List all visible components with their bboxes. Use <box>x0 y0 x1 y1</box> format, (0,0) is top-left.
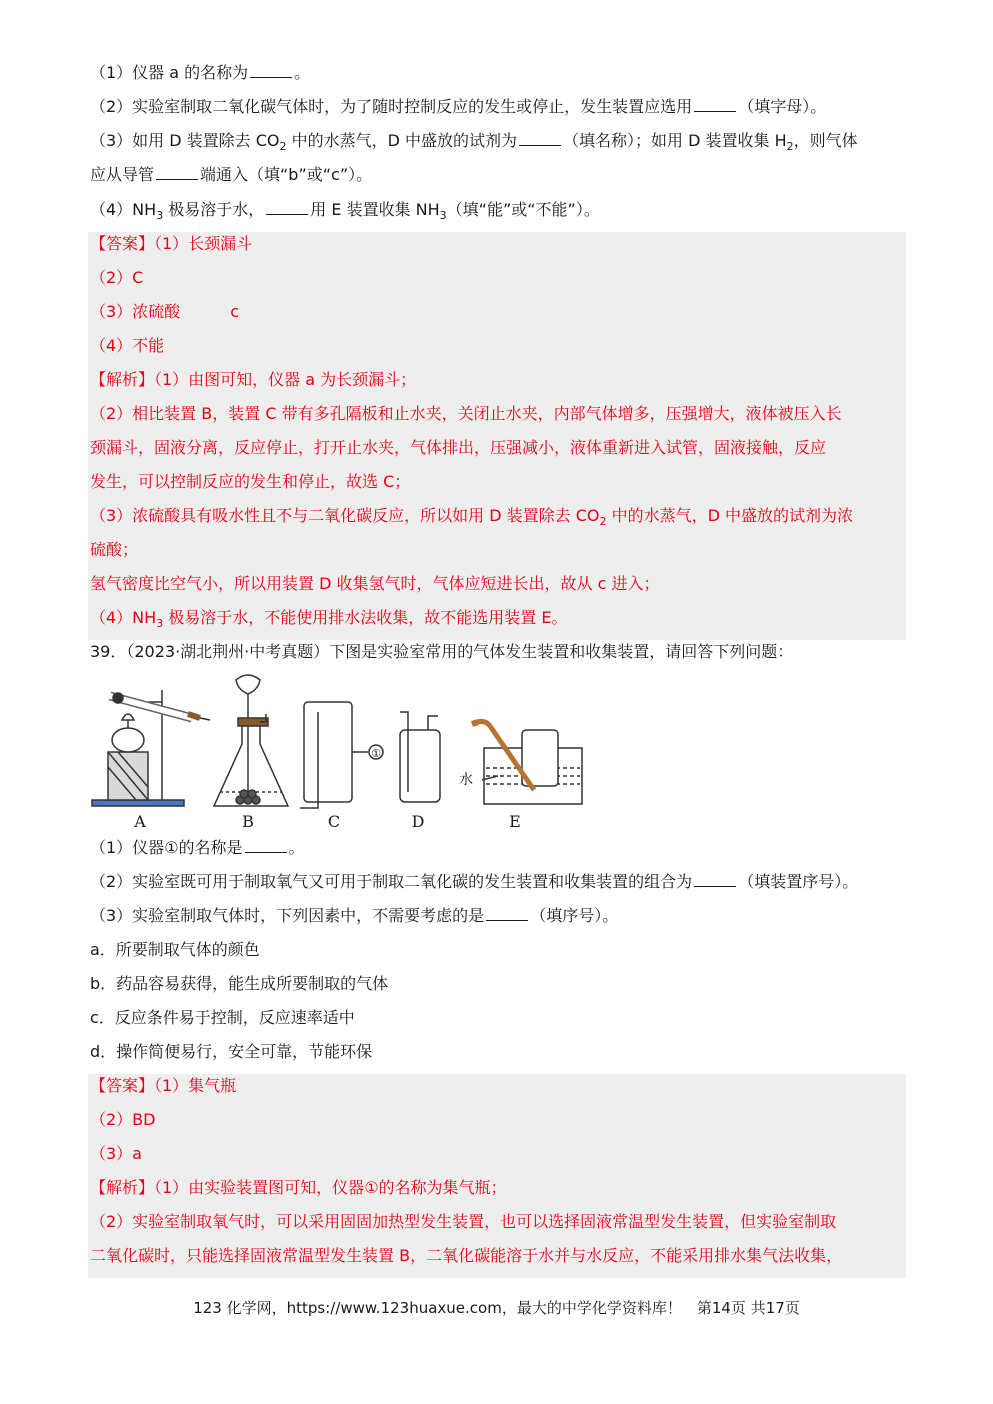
answer-blank <box>156 165 198 180</box>
answer-39-3: （3）a <box>90 1144 142 1163</box>
answer-39-2: （2）BD <box>90 1110 156 1129</box>
apparatus-e <box>472 721 582 804</box>
q38-part3-cont: 应从导管 端通入（填“b”或“c”）。 <box>90 165 373 184</box>
explain-39-1: 【解析】（1）由实验装置图可知，仪器①的名称为集气瓶； <box>90 1178 507 1197</box>
q39-option-c: c．反应条件易于控制，反应速率适中 <box>90 1008 355 1027</box>
fig-label-water: 水 <box>459 772 473 788</box>
explain-38-2b: 颈漏斗，固液分离，反应停止，打开止水夹，气体排出，压强减小，液体重新进入试管，固液接触，反应 <box>90 438 827 457</box>
fig-label-b: B <box>242 812 254 831</box>
explain-38-3b: 硫酸； <box>90 540 139 559</box>
explain-39-2b: 二氧化碳时，只能选择固液常温型发生装置 B，二氧化碳能溶于水并与水反应，不能采用排水集气法收集， <box>90 1246 843 1265</box>
answer-blank <box>250 63 292 78</box>
q39-part1: （1）仪器①的名称是 。 <box>90 838 305 857</box>
q39-part3: （3）实验室制取气体时，下列因素中，不需要考虑的是 （填序号）。 <box>90 906 619 925</box>
fig-label-e: E <box>509 812 521 831</box>
explain-38-3c: 氢气密度比空气小，所以用装置 D 收集氢气时，气体应短进长出，故从 c 进入； <box>90 574 660 593</box>
q38-part3: （3）如用 D 装置除去 $CO_2$ 中的水蒸气，D 中盛放的试剂为 （填名称）；如用 D 装置收集 $H_2$，则气体 <box>90 131 858 154</box>
answer-38-2: （2）C <box>90 268 144 287</box>
q38-part2: （2）实验室制取二氧化碳气体时，为了随时控制反应的发生或停止，发生装置应选用 （填字母）。 <box>90 97 827 116</box>
answer-38-3: （3）浓硫酸 c <box>90 302 239 321</box>
answer-38-1: 【答案】（1）长颈漏斗 <box>90 234 253 253</box>
apparatus-d <box>400 712 440 802</box>
apparatus-b <box>214 675 288 806</box>
answer-blank <box>266 200 308 215</box>
answer-blank <box>519 131 561 146</box>
page-footer: 123 化学网，https://www.123huaxue.com，最大的中学化学资料库！ 第14页 共17页 <box>193 1299 800 1317</box>
q38-part4: $(4)NH_3$ 极易溶于水， 用 E 装置收集 $NH_3$（填“能”或“不能”）。 <box>90 200 600 223</box>
q38-part1: （1）仪器 a 的名称为 。 <box>90 63 311 82</box>
answer-blank <box>694 97 736 112</box>
q39-option-a: a．所要制取气体的颜色 <box>90 940 260 959</box>
answer-blank <box>245 838 287 853</box>
lab-apparatus-figure <box>88 672 588 832</box>
explain-38-2c: 发生，可以控制反应的发生和停止，故选 C； <box>90 472 411 491</box>
answer-39-1: 【答案】（1）集气瓶 <box>90 1076 237 1095</box>
q39-option-b: b．药品容易获得，能生成所要制取的气体 <box>90 974 389 993</box>
q39-part2: （2）实验室既可用于制取氧气又可用于制取二氧化碳的发生装置和收集装置的组合为 （填装置序号）。 <box>90 872 859 891</box>
fig-label-d: D <box>411 812 425 831</box>
answer-blank <box>694 872 736 887</box>
answer-blank <box>486 906 528 921</box>
q39-option-d: d．操作简便易行，安全可靠，节能环保 <box>90 1042 373 1061</box>
fig-label-circle-1: ① <box>371 747 381 760</box>
fig-label-c: C <box>327 812 341 831</box>
explain-39-2a: （2）实验室制取氧气时，可以采用固固加热型发生装置，也可以选择固液常温型发生装置，但实验室制取 <box>90 1212 837 1231</box>
explain-38-1: 【解析】（1）由图可知，仪器 a 为长颈漏斗； <box>90 370 417 389</box>
fig-label-a: A <box>134 812 146 831</box>
explain-38-3a: （3）浓硫酸具有吸水性且不与二氧化碳反应，所以如用 D 装置除去 $CO_2$ 中的水蒸气，D 中盛放的试剂为浓 <box>90 506 854 529</box>
explain-38-4: $(4)NH_3$ 极易溶于水，不能使用排水法收集，故不能选用装置 E。 <box>90 608 568 631</box>
answer-38-4: （4）不能 <box>90 336 165 355</box>
q39-stem: 39．（2023·湖北荆州·中考真题）下图是实验室常用的气体发生装置和收集装置，请回答下列问题： <box>90 642 794 661</box>
explain-38-2a: （2）相比装置 B，装置 C 带有多孔隔板和止水夹，关闭止水夹，内部气体增多，压强增大，液体被压入长 <box>90 404 842 423</box>
apparatus-a <box>92 690 210 806</box>
